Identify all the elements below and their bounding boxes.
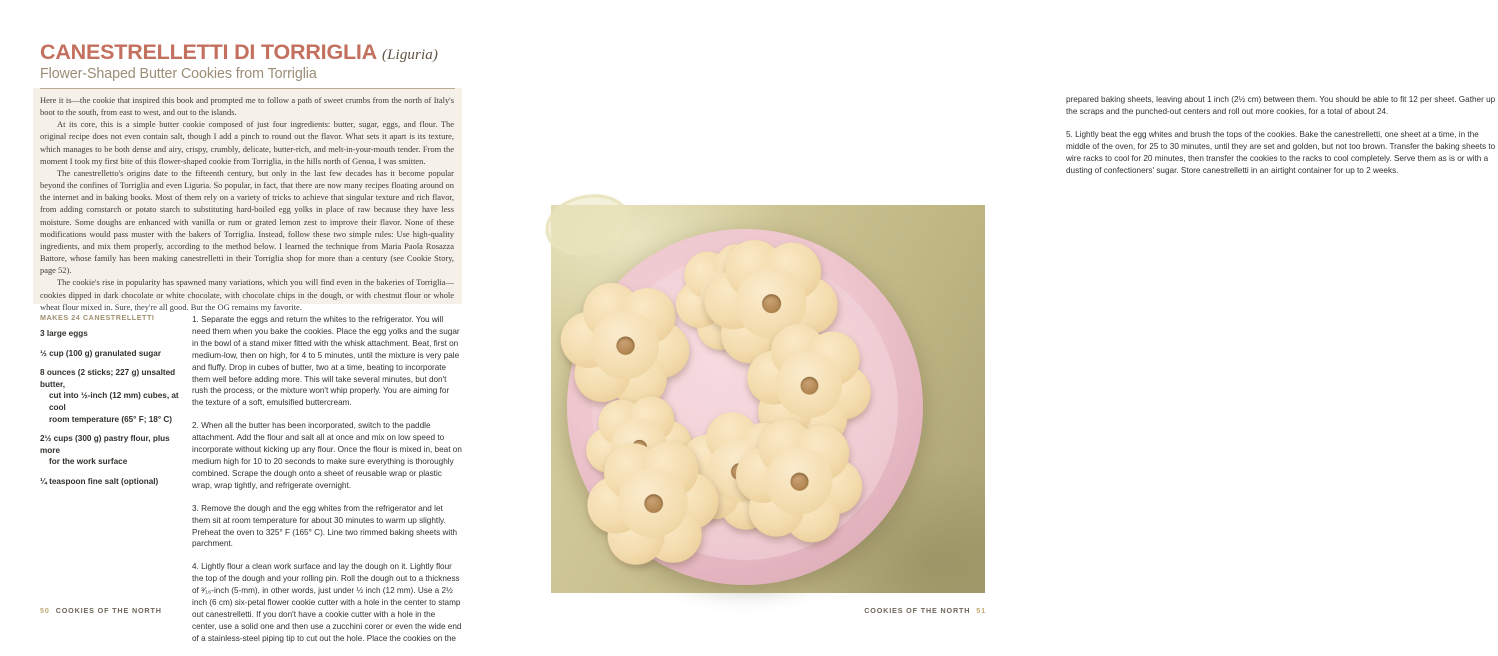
- method-step: 3. Remove the dough and the egg whites from the refrigerator and let them sit at room temperature for about 30 minutes to warm up slightly. Preheat the oven to 325° F (165° C). Line two rimmed baking sheets with parchment.: [192, 503, 458, 549]
- method-step-continuation: prepared baking sheets, leaving about 1 inch (2½ cm) between them. You should be able to fit 12 per sheet. Gather up the scraps and the punched-out centers and roll out more cookies, for a total of about 24.: [1066, 95, 1496, 116]
- ingredient-text: 2½ cups (300 g) pastry flour, plus more: [40, 434, 170, 455]
- ingredient-text: ¼ teaspoon fine salt (optional): [40, 476, 159, 486]
- ingredient-item: [40, 433, 188, 468]
- ingredient-item: [40, 476, 188, 488]
- method-step: 2. When all the butter has been incorporated, switch to the paddle attachment. Add the flour and salt all at once and mix on low speed to incorporate without kicking up any flour. Once the flour is mixed in, beat on medium high for 10 to 20 seconds to make sure everything is thoroughly combined. Scrape the dough onto a sheet of reusable wrap or plastic wrap, wrap tightly, and refrigerate overnight.: [192, 421, 462, 490]
- method-step: 1. Separate the eggs and return the whites to the refrigerator. You will need them when you bake the cookies. Place the egg yolks and the sugar in the bowl of a stand mixer fitted with the whisk attachment. Beat, first on medium-low, then on high, for 4 to 5 minutes, until the mixture is very pale and fluffy. Drop in cubes of butter, two at a time, beating to incorporate them well before adding more. This will take several minutes, but don't rush the process, or the mixture won't whip properly. You are aiming for the texture of a soft, emulsified buttercream.: [192, 315, 460, 408]
- flower-cookie: [728, 410, 871, 553]
- recipe-region: (Liguria): [382, 47, 438, 63]
- intro-paragraph-2: At its core, this is a simple butter cookie composed of just four ingredients: butter, sugar, eggs, and flour. The original recipe does not even contain salt, though I add a pinch to round out the flavor. What sets it apart is its texture, which manages to be both dense and airy, crispy, crumbly, delicate, butter-rich, and melt-in-your-mouth tender. From the moment I took my first bite of this flower-shaped cookie from Torriglia, in the hills north of Genoa, I was smitten.: [40, 119, 454, 166]
- intro-paragraph-3: The canestrelletto's origins date to the fifteenth century, but only in the last few decades has it become popular beyond the confines of Torriglia and even Liguria. So popular, in fact, that there are now many recipes floating around on the internet and in baking books. Most of them rely on a variety of tricks to achieve that singular texture and rich flavor, from adding cornstarch or potato starch to substituting hard-boiled egg yolks in place of raw because they have less moisture. Some doughs are enhanced with vanilla or rum or grated lemon zest to improve their flavor. None of these modifications would pass muster with the bakers of Torriglia. Instead, follow these two simple rules: Use high-quality ingredients, and mix them properly, according to the method below. I learned the technique from Maria Paola Rosazza Battore, whose family has been making canestrelletti in their Torriglia shop for more than a century (see Cookie Story, page 52).: [40, 167, 454, 276]
- method-steps-right: [1066, 94, 1498, 187]
- ingredient-continuation: for the work surface: [49, 457, 128, 467]
- intro-text: [40, 94, 454, 313]
- method-step: 4. Lightly flour a clean work surface and lay the dough on it. Lightly flour the top of the dough and your rolling pin. Roll the dough out to a thickness of ³⁄₁₆-inch (5-mm), in other words, just under ½ inch (12 mm). Use a 2½ inch (6 cm) six-petal flower cookie cutter with a hole in the center to stamp out canestrelletti. If you don't have a cookie cutter with a hole in the center, use a solid one and then use a zucchini corer or even the wide end of a stainless-steel piping tip to cut out the hole. Place the cookies on the: [192, 562, 462, 643]
- yield-label: MAKES 24 CANESTRELLETTI: [40, 313, 155, 322]
- intro-paragraph-1: Here it is—the cookie that inspired this book and prompted me to follow a path of sweet crumbs from the north of Italy's boot to the south, from east to west, and out to the islands.: [40, 95, 454, 118]
- ingredient-text: 8 ounces (2 sticks; 227 g) unsalted butter,: [40, 368, 176, 389]
- ingredient-item: [40, 348, 188, 360]
- ingredient-item: [40, 367, 188, 425]
- ingredient-continuation: room temperature (65° F; 18° C): [49, 414, 173, 424]
- footer-left: [40, 606, 162, 615]
- method-steps-left: [192, 314, 462, 656]
- recipe-title-text: CANESTRELLETTI DI TORRIGLIA: [40, 40, 378, 64]
- page-number-left: 50: [40, 606, 50, 615]
- method-step: 5. Lightly beat the egg whites and brush the tops of the cookies. Bake the canestrelletti, one sheet at a time, in the middle of the oven, for 25 to 30 minutes, until they are set and golden, but not too brown. Transfer the baking sheets to wire racks to cool for 20 minutes, then transfer the cookies to the racks to cool completely. Serve them as is or with a dusting of confectioners' sugar. Store canestrelletti in an airtight container for up to 2 weeks.: [1066, 129, 1496, 175]
- ingredient-text: 3 large eggs: [40, 329, 88, 338]
- intro-paragraph-4: The cookie's rise in popularity has spawned many variations, which you will find even in the bakeries of Torriglia—cookies dipped in dark chocolate or white chocolate, with chocolate chips in the dough, or with chestnut flour or whole wheat flour mixed in. Sure, they're all good. But the OG remains my favorite.: [40, 277, 454, 312]
- page-number-right: 51: [976, 606, 986, 615]
- ingredient-text: ½ cup (100 g) granulated sugar: [40, 348, 162, 358]
- page-title: [40, 40, 438, 65]
- cookie-center-hole: [761, 293, 781, 313]
- cookie-center-hole: [643, 493, 663, 513]
- running-head-right: COOKIES OF THE NORTH: [864, 606, 971, 615]
- ingredient-continuation: cut into ½-inch (12 mm) cubes, at cool: [49, 391, 179, 412]
- footer-right: [864, 606, 986, 615]
- flower-cookie: [585, 435, 721, 571]
- left-page: [0, 0, 512, 643]
- recipe-subtitle: Flower-Shaped Butter Cookies from Torriglia: [40, 66, 317, 82]
- ingredient-item: [40, 328, 188, 340]
- running-head-left: COOKIES OF THE NORTH: [55, 606, 162, 615]
- ingredients-list: [40, 328, 188, 496]
- intro-divider: [40, 88, 455, 89]
- recipe-photo: [551, 205, 985, 593]
